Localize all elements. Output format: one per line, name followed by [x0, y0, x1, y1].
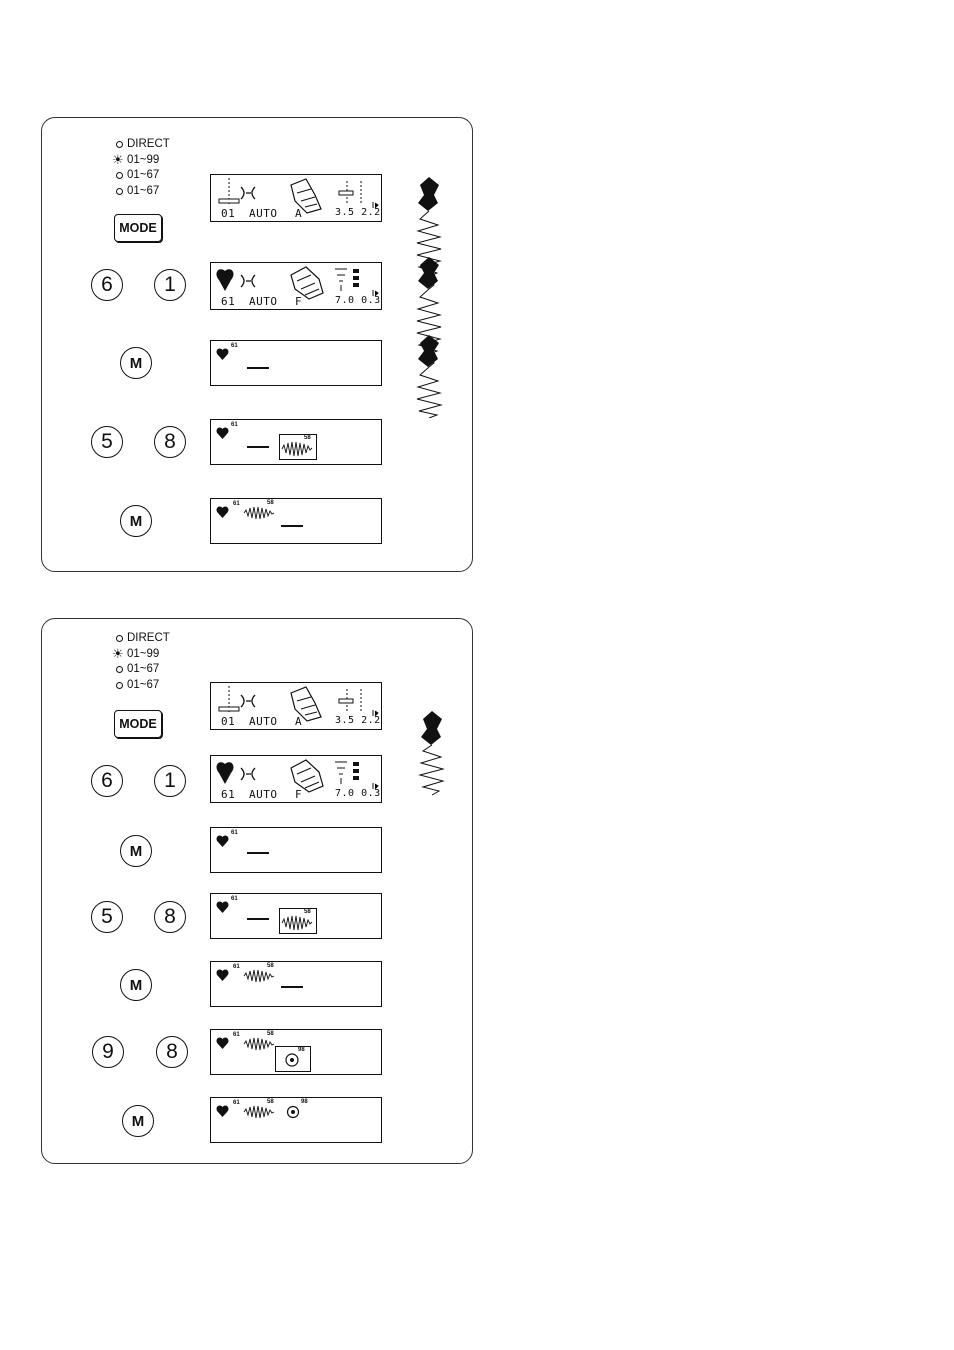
- sun-icon: ☀: [112, 645, 124, 661]
- wave-number: 58: [267, 500, 274, 506]
- lcd-foot: F: [295, 788, 303, 801]
- mode-direct: DIRECT: [114, 631, 170, 647]
- cursor: [247, 918, 269, 920]
- cursor: [247, 367, 269, 369]
- key-1[interactable]: 1: [154, 765, 186, 797]
- lcd-memory-3: [210, 961, 382, 1007]
- wave-number: 58: [304, 909, 311, 915]
- lcd-memory-2: [210, 893, 382, 939]
- cursor: [281, 986, 303, 988]
- key-9[interactable]: 9: [92, 1036, 124, 1068]
- heart-number: 61: [231, 896, 238, 902]
- key-5[interactable]: 5: [91, 901, 123, 933]
- key-5[interactable]: 5: [91, 426, 123, 458]
- lcd-setting: 3.5 2.2: [335, 207, 381, 218]
- cursor: [281, 525, 303, 527]
- lcd-memory-4: [210, 1029, 382, 1075]
- key-1[interactable]: 1: [154, 269, 186, 301]
- heart-sample: [421, 711, 442, 745]
- wave-number: 58: [267, 1031, 274, 1037]
- lcd-tension: AUTO: [249, 295, 278, 308]
- lcd-pattern-no: 01: [221, 207, 236, 220]
- heart-number: 61: [233, 964, 240, 970]
- lcd-pattern-no: 01: [221, 715, 236, 728]
- mode-01-67-b: 01~67: [114, 678, 170, 694]
- lcd-memory-2: [210, 419, 382, 465]
- lcd-default: [210, 682, 382, 730]
- dot-icon: [116, 188, 123, 195]
- key-8[interactable]: 8: [154, 901, 186, 933]
- lcd-tension: AUTO: [249, 715, 278, 728]
- lcd-pattern-no: 61: [221, 295, 236, 308]
- key-8[interactable]: 8: [156, 1036, 188, 1068]
- mode-01-99: ☀ 01~99: [112, 151, 160, 167]
- stitch-sample-top: [414, 173, 444, 418]
- memory-key[interactable]: M: [120, 835, 152, 867]
- wave-stitch-icon: [243, 968, 277, 984]
- heart-icon: [215, 347, 230, 361]
- lcd-heart: [210, 262, 382, 310]
- memory-key[interactable]: M: [122, 1105, 154, 1137]
- lcd-memory-5: [210, 1097, 382, 1143]
- key-8[interactable]: 8: [154, 426, 186, 458]
- lcd-memory-1: [210, 340, 382, 386]
- mode-01-67-a: 01~67: [114, 662, 170, 678]
- key-6[interactable]: 6: [91, 269, 123, 301]
- dot-icon: [116, 141, 123, 148]
- panel-bottom: [41, 618, 473, 1164]
- panel-top: [41, 117, 473, 572]
- lcd-setting: 3.5 2.2: [335, 715, 381, 726]
- lcd-pattern-no: 61: [221, 788, 236, 801]
- cursor: [247, 446, 269, 448]
- lcd-setting: 7.0 0.3: [335, 295, 381, 306]
- mode-button[interactable]: MODE: [114, 214, 162, 242]
- lcd-default: [210, 174, 382, 222]
- heart-number: 61: [233, 1032, 240, 1038]
- mode-list: [114, 137, 170, 199]
- pattern-preview: [279, 908, 317, 934]
- mode-01-99: ☀ 01~99: [112, 645, 160, 661]
- lcd-foot: A: [295, 207, 303, 220]
- mode-direct: DIRECT: [114, 137, 170, 153]
- sun-icon: ☀: [112, 151, 124, 167]
- wave-stitch-icon: [243, 1036, 277, 1052]
- lcd-foot: F: [295, 295, 303, 308]
- pattern-preview: [279, 434, 317, 460]
- lcd-foot: A: [295, 715, 303, 728]
- heart-icon: [215, 900, 230, 914]
- heart-sample: [418, 177, 439, 211]
- mode-list: [114, 631, 170, 693]
- heart-icon: [215, 834, 230, 848]
- heart-icon: [215, 505, 230, 519]
- lcd-tension: AUTO: [249, 207, 278, 220]
- heart-icon: [215, 426, 230, 440]
- eyelet-number: 98: [301, 1099, 308, 1105]
- mode-01-67-b: 01~67: [114, 184, 170, 200]
- wave-number: 58: [304, 435, 311, 441]
- memory-key[interactable]: M: [120, 969, 152, 1001]
- heart-icon: [215, 968, 230, 982]
- key-6[interactable]: 6: [91, 765, 123, 797]
- heart-number: 61: [233, 501, 240, 507]
- wave-stitch-icon: [243, 505, 277, 521]
- heart-number: 61: [231, 343, 238, 349]
- mode-button[interactable]: MODE: [114, 710, 162, 738]
- heart-number: 61: [233, 1100, 240, 1106]
- pattern-preview: [275, 1046, 311, 1072]
- wave-number: 58: [267, 963, 274, 969]
- lcd-memory-1: [210, 827, 382, 873]
- heart-icon: [215, 1036, 230, 1050]
- dot-icon: [116, 635, 123, 642]
- stitch-sample-bottom: [417, 707, 447, 797]
- heart-number: 61: [231, 422, 238, 428]
- memory-key[interactable]: M: [120, 347, 152, 379]
- lcd-tension: AUTO: [249, 788, 278, 801]
- memory-key[interactable]: M: [120, 505, 152, 537]
- eyelet-icon: [285, 1104, 301, 1120]
- lcd-heart: [210, 755, 382, 803]
- lcd-setting: 7.0 0.3: [335, 788, 381, 799]
- wave-number: 58: [267, 1099, 274, 1105]
- cursor: [247, 852, 269, 854]
- lcd-memory-3: [210, 498, 382, 544]
- dot-icon: [116, 682, 123, 689]
- wave-stitch-icon: [243, 1104, 277, 1120]
- heart-number: 61: [231, 830, 238, 836]
- eyelet-number: 98: [298, 1047, 305, 1053]
- mode-01-67-a: 01~67: [114, 168, 170, 184]
- dot-icon: [116, 172, 123, 179]
- heart-icon: [215, 1104, 230, 1118]
- dot-icon: [116, 666, 123, 673]
